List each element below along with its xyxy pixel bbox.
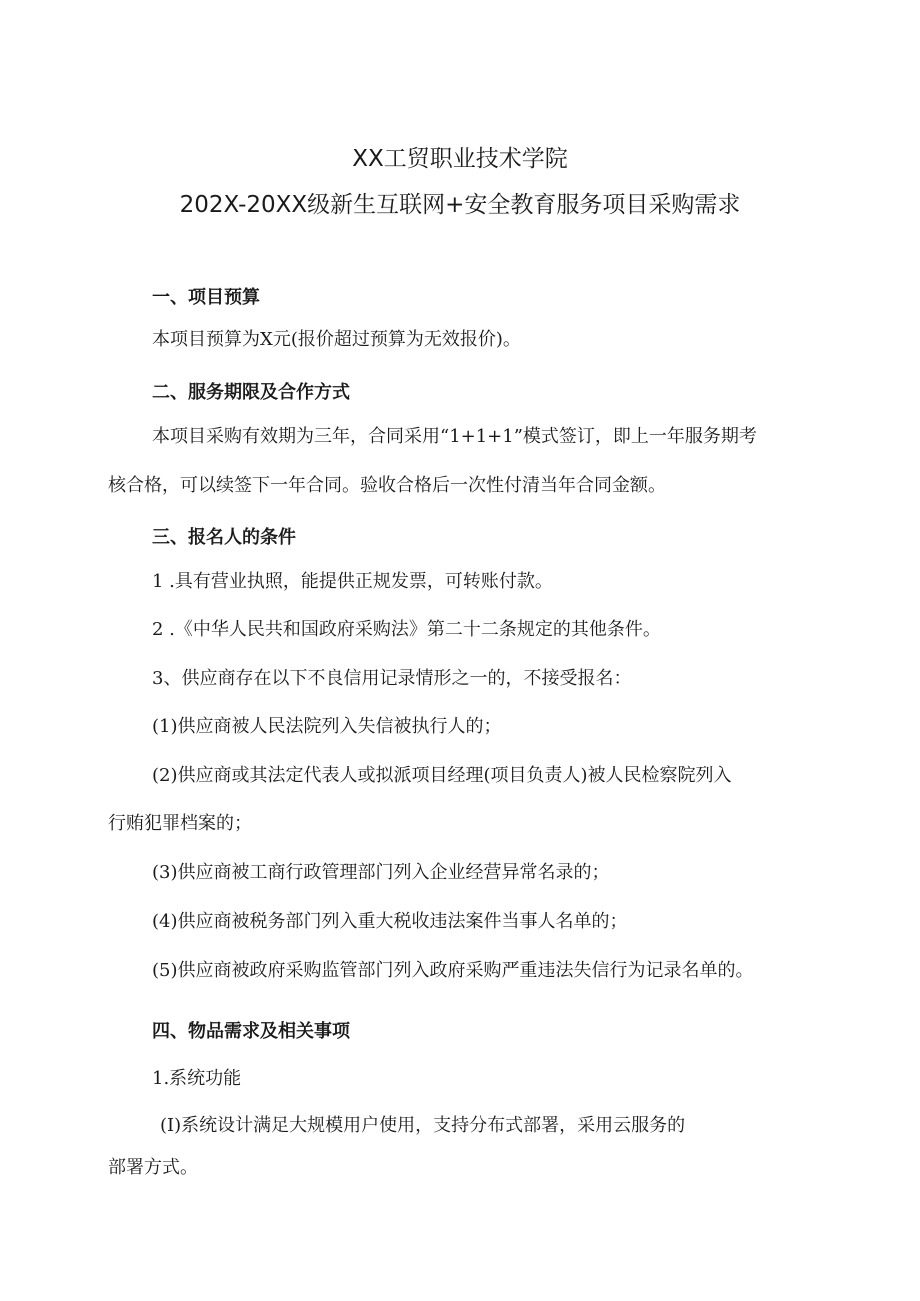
condition-item-1: 1 .具有营业执照，能提供正规发票，可转账付款。: [152, 571, 553, 592]
condition-subitem-2-line2: 行贿犯罪档案的；: [108, 813, 252, 834]
condition-item-2: 2 .《中华人民共和国政府采购法》第二十二条规定的其他条件。: [152, 619, 661, 640]
section-heading-budget: 一、项目预算: [152, 287, 260, 308]
section-heading-applicant-conditions: 三、报名人的条件: [152, 527, 296, 548]
document-title-project: 202X-20XX级新生互联网+安全教育服务项目采购需求: [179, 192, 741, 218]
condition-subitem-5: (5)供应商被政府采购监管部门列入政府采购严重违法失信行为记录名单的。: [152, 960, 754, 981]
condition-subitem-1: (1)供应商被人民法院列入失信被执行人的；: [152, 716, 502, 737]
condition-item-3: 3、供应商存在以下不良信用记录情形之一的，不接受报名：: [152, 668, 632, 689]
section-heading-requirements: 四、物品需求及相关事项: [152, 1021, 350, 1042]
condition-subitem-3: (3)供应商被工商行政管理部门列入企业经营异常名录的；: [152, 862, 610, 883]
budget-text: 本项目预算为X元(报价超过预算为无效报价)。: [152, 329, 521, 350]
requirement-subitem-1-line2: 部署方式。: [108, 1157, 198, 1178]
document-title-school: XX工贸职业技术学院: [352, 146, 568, 172]
requirement-item-1: 1.系统功能: [152, 1068, 242, 1089]
condition-subitem-2-line1: (2)供应商或其法定代表人或拟派项目经理(项目负责人)被人民检察院列入: [152, 765, 732, 786]
requirement-subitem-1-line1: (I)系统设计满足大规模用户使用，支持分布式部署，采用云服务的: [160, 1115, 686, 1136]
condition-subitem-4: (4)供应商被税务部门列入重大税收违法案件当事人名单的；: [152, 911, 628, 932]
section-heading-service-period: 二、服务期限及合作方式: [152, 382, 350, 403]
service-period-text-line2: 核合格，可以续签下一年合同。验收合格后一次性付清当年合同金额。: [108, 475, 666, 496]
service-period-text-line1: 本项目采购有效期为三年，合同采用“1+1+1”模式签订，即上一年服务期考: [152, 426, 757, 447]
